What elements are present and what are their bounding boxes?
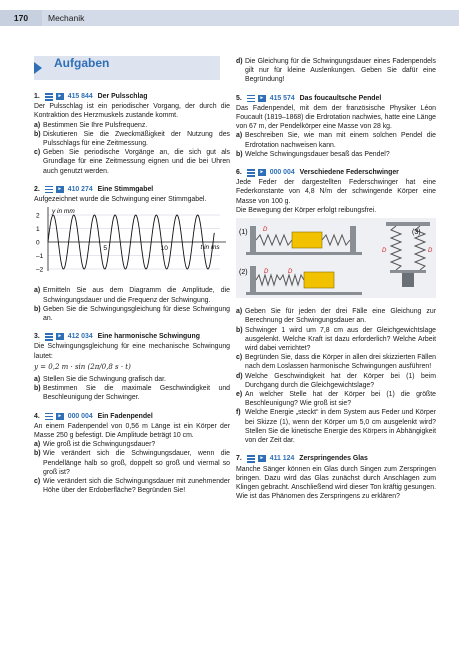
task-heading	[34, 332, 230, 341]
task-title: Der Pulsschlag	[97, 93, 148, 100]
item-label: b)	[34, 130, 41, 138]
task-number: 5.	[236, 94, 242, 102]
task-1	[34, 92, 230, 176]
task-title: Das foucaultsche Pendel	[299, 94, 382, 102]
media-code[interactable]: 000 004	[269, 169, 295, 177]
item-text: Wie verändert sich die Schwingungsdauer, wenn die Pendellänge halb so groß, doppelt so groß und viermal so groß ist?	[43, 450, 230, 476]
media-code-icon: ▸	[258, 169, 266, 176]
item-label: b)	[236, 150, 243, 158]
task-intro: Die Schwingungsgleichung für eine mechanische Schwingung lautet:	[34, 343, 230, 360]
item-text: Welche Schwingungsdauer besaß das Pendel?	[245, 150, 390, 158]
media-code-icon: ▸	[56, 413, 64, 420]
y-tick-label: 1	[36, 226, 40, 234]
task-intro: Manche Sänger können ein Glas durch Singen zum Zerspringen bringen. Dazu wird das Glas zunächst durch Anschlagen zum Klingen gebracht. Anschließend wird dieser Ton kräftig gesungen. Wie ist das Phänomen des Zerspringens zu erklären?	[236, 465, 436, 501]
task-6	[236, 168, 436, 445]
spring-mark: D	[428, 248, 433, 255]
ceiling	[386, 222, 430, 226]
lines-icon	[247, 455, 255, 462]
left-column	[34, 56, 230, 505]
track	[246, 252, 362, 255]
task-item	[34, 130, 230, 148]
item-text: An welcher Stelle hat der Körper bei (1) die größte Beschleunigung? Wie groß ist sie?	[245, 391, 436, 408]
section-heading	[34, 56, 230, 82]
task-5	[236, 94, 436, 159]
track	[246, 292, 362, 295]
wall	[350, 226, 356, 252]
task-items	[34, 440, 230, 495]
y-tick-label: 0	[36, 239, 40, 247]
lines-icon	[247, 95, 255, 102]
task-item	[236, 57, 436, 85]
spring-mark: D	[264, 269, 269, 276]
task-items	[34, 121, 230, 176]
block	[304, 272, 334, 288]
media-code[interactable]: 415 844	[67, 93, 93, 100]
spring-oscillators-figure	[236, 218, 436, 301]
media-code[interactable]: 412 034	[67, 333, 93, 341]
item-label: a)	[34, 441, 41, 449]
task-intro: Das Fadenpendel, mit dem der französische Physiker Léon Foucault (1819–1868) die Erdrotation nachwies, hatte eine Länge von 67 m, der Pendelkörper eine Masse von 28 kg.	[236, 104, 436, 131]
item-text: Bestimmen Sie Ihre Pulsfrequenz.	[43, 121, 148, 129]
block	[292, 232, 322, 248]
chart-svg	[34, 207, 230, 277]
item-label: b)	[34, 450, 41, 458]
task-heading	[34, 412, 230, 421]
lines-icon	[45, 186, 53, 193]
right-column	[236, 57, 436, 510]
item-label: d)	[236, 372, 243, 380]
item-label: c)	[34, 149, 41, 157]
oscillation-chart	[34, 207, 230, 280]
equation-argument: (2π/0,8 s · t)	[87, 362, 131, 371]
task-intro: An einem Fadenpendel von 0,56 m Länge ist ein Körper der Masse 250 g befestigt. Die Amplitude beträgt 10 cm.	[34, 422, 230, 440]
figure-svg	[236, 218, 436, 298]
media-code-icon: ▸	[258, 95, 266, 102]
item-label: e)	[236, 391, 243, 399]
task-4	[34, 412, 230, 496]
section-title: Aufgaben	[54, 56, 110, 70]
media-code[interactable]: 410 274	[67, 185, 93, 193]
media-code[interactable]: 000 004	[67, 412, 93, 420]
item-text: Geben Sie die Schwingungsgleichung für diese Schwingung an.	[43, 305, 230, 323]
task-title: Zerspringendes Glas	[299, 455, 368, 463]
item-text: Wie groß ist die Schwingungsdauer?	[43, 441, 156, 449]
task-heading	[34, 185, 230, 194]
task-items	[236, 131, 436, 159]
page-number: 170	[0, 10, 42, 26]
task-number: 3.	[34, 333, 40, 341]
media-code-icon: ▸	[56, 93, 64, 100]
x-tick-label: 10	[160, 245, 168, 253]
item-text: Welche Geschwindigkeit hat der Körper bei (1) beim Durchgang durch die Gleichgewichtslage?	[245, 372, 436, 389]
item-text: Stellen Sie die Schwingung grafisch dar.	[43, 376, 166, 384]
task-item	[236, 353, 436, 371]
item-label: b)	[236, 326, 243, 334]
task-item	[34, 384, 230, 402]
task-7	[236, 454, 436, 501]
task-item	[34, 148, 230, 176]
task-number: 4.	[34, 412, 40, 420]
task-item	[236, 307, 436, 325]
task-item	[34, 477, 230, 495]
media-code-icon: ▸	[258, 455, 266, 462]
item-label: d)	[236, 58, 243, 65]
item-text: Geben Sie für jeden der drei Fälle eine Gleichung zur Berechnung der Schwingungsdauer an.	[245, 308, 436, 325]
item-label: b)	[34, 385, 41, 393]
x-axis-label: t in ms	[200, 244, 220, 252]
task-item	[236, 408, 436, 445]
task-item	[34, 286, 230, 304]
item-text: Welche Energie „steckt“ in dem System aus Feder und Körper bei Skizze (1), wenn der Körper um 5,0 cm ausgelenkt wird? Stellen Sie die kinetische Energie des Körpers in Abhängigkeit von der Zeit dar.	[245, 409, 436, 445]
item-text: Die Gleichung für die Schwingungsdauer eines Fadenpendels gilt nur für kleine Auslenkungen. Geben Sie dafür eine Begründung!	[245, 58, 436, 84]
spring-mark: D	[288, 269, 293, 276]
task-number: 2.	[34, 185, 40, 193]
task-item	[236, 390, 436, 408]
item-text: Beschreiben Sie, wie man mit einem solchen Pendel die Erdrotation nachweisen kann.	[245, 132, 436, 149]
task-item	[236, 131, 436, 149]
item-label: f)	[236, 409, 241, 417]
item-label: a)	[236, 308, 243, 316]
task-intro: Der Pulsschlag ist ein periodischer Vorgang, der durch die Kontraktion des Herzmuskels zustande kommt.	[34, 103, 230, 120]
lines-icon	[45, 93, 53, 100]
media-code[interactable]: 411 124	[269, 455, 295, 463]
equation	[34, 363, 230, 372]
figure-label-1: (1)	[239, 229, 248, 237]
item-label: c)	[236, 354, 243, 362]
task-heading	[34, 92, 230, 101]
task-title: Eine harmonische Schwingung	[97, 333, 200, 341]
task-heading	[236, 94, 436, 103]
figure-label-2: (2)	[239, 269, 248, 277]
task-intro: Aufgezeichnet wurde die Schwingung einer Stimmgabel.	[34, 196, 207, 204]
x-tick-label: 5	[103, 245, 107, 253]
item-label: a)	[34, 287, 41, 295]
task-item	[34, 305, 230, 323]
y-axis-label: y in mm	[52, 208, 75, 216]
task-title: Verschiedene Federschwinger	[299, 169, 399, 177]
equation-left: y = 0,2 m · sin	[34, 362, 86, 371]
task-heading	[236, 454, 436, 463]
item-label: b)	[34, 305, 41, 313]
item-label: c)	[34, 478, 41, 486]
item-text: Bestimmen Sie die maximale Geschwindigkeit und Beschleunigung der Schwinger.	[43, 385, 230, 402]
media-code-icon: ▸	[56, 186, 64, 193]
item-text: Diskutieren Sie die Zweckmäßigkeit der Nutzung des Pulsschlags für eine Zeitmessung.	[43, 130, 230, 148]
item-label: a)	[236, 132, 243, 140]
y-tick-label: 2	[36, 212, 40, 220]
page-header	[0, 0, 459, 26]
chapter-title: Mechanik	[48, 13, 85, 23]
task-items	[34, 375, 230, 403]
item-text: Geben Sie periodische Vorgänge an, die sich gut als Grundlage für eine Zeitmessung eignen und die bei Uhren auch genutzt werden.	[43, 149, 230, 175]
task-intro-2: Die Bewegung der Körper erfolgt reibungsfrei.	[236, 206, 377, 214]
spring-mark: D	[382, 248, 387, 255]
item-text: Begründen Sie, dass die Körper in allen drei skizzierten Fällen nach dem Loslassen harmonische Schwingungen ausführen!	[245, 354, 436, 371]
task-4-continued	[236, 57, 436, 85]
task-item	[34, 449, 230, 477]
item-label: a)	[34, 376, 41, 384]
task-number: 1.	[34, 93, 40, 100]
task-item	[34, 375, 230, 384]
task-item	[34, 440, 230, 449]
task-title: Ein Fadenpendel	[97, 412, 153, 420]
y-tick-label: –1	[36, 253, 44, 261]
y-tick-label: –2	[36, 266, 44, 274]
item-label: a)	[34, 121, 41, 129]
bar	[390, 270, 426, 273]
task-2	[34, 185, 230, 323]
task-item	[236, 372, 436, 390]
wall	[250, 266, 256, 292]
item-text: Ermitteln Sie aus dem Diagramm die Amplitude, die Schwingungsdauer und die Frequenz der Schwingung.	[43, 287, 230, 304]
task-item	[236, 150, 436, 159]
item-text: Wie verändert sich die Schwingungsdauer mit zunehmender Höhe über der Erdoberfläche? Begründen Sie!	[43, 478, 230, 495]
lines-icon	[45, 413, 53, 420]
spring-mark: D	[263, 227, 268, 234]
triangle-icon	[34, 62, 42, 74]
media-code-icon: ▸	[56, 333, 64, 340]
task-heading	[236, 168, 436, 177]
task-title: Eine Stimmgabel	[97, 185, 154, 193]
mass-block	[402, 273, 414, 287]
task-number: 7.	[236, 455, 242, 463]
task-items	[34, 286, 230, 323]
media-code[interactable]: 415 574	[269, 94, 295, 102]
task-item	[236, 326, 436, 354]
item-text: Schwinger 1 wird um 7,8 cm aus der Gleichgewichtslage ausgelenkt. Welche Kraft ist dazu erforderlich? Welche Arbeit wird dabei verrichtet?	[245, 326, 436, 353]
task-item	[34, 121, 230, 130]
lines-icon	[247, 169, 255, 176]
figure-label-3: (3)	[412, 229, 421, 237]
wall	[250, 226, 256, 252]
task-items	[236, 307, 436, 445]
task-number: 6.	[236, 169, 242, 177]
task-3	[34, 332, 230, 402]
lines-icon	[45, 333, 53, 340]
task-intro: Jede Feder der dargestellten Federschwinger hat eine Federkonstante von 4,8 N/m der schwingende Körper eine Masse von 100 g.	[236, 179, 436, 205]
